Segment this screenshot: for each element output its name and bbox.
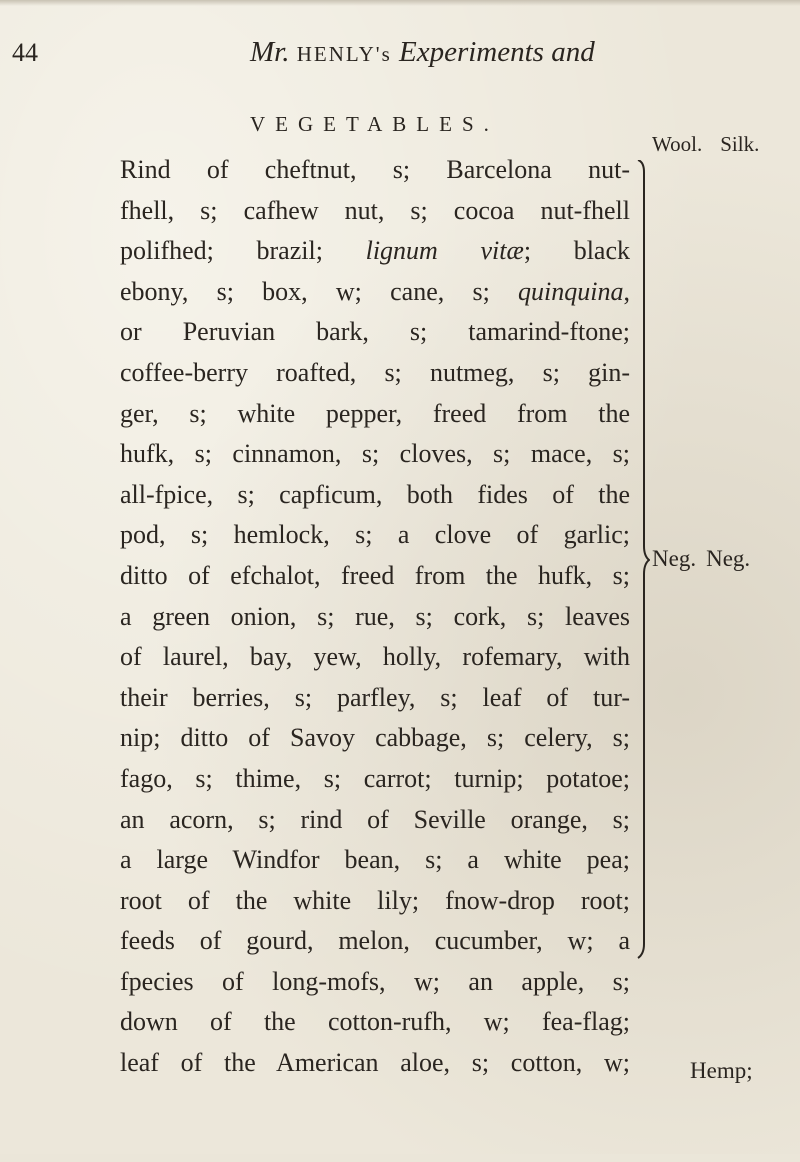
text-line: a green onion, s; rue, s; cork, s; leaves (120, 601, 630, 631)
column-header-silk: Silk. (720, 132, 760, 156)
text-line (120, 231, 630, 272)
result-wool: Neg. (652, 546, 697, 571)
text-line: hufk, s; cinnamon, s; cloves, s; mace, s; (120, 439, 630, 469)
text-line: ger, s; white pepper, freed from the (120, 398, 630, 428)
text-line: a large Windfor bean, s; a white pea; (120, 845, 630, 875)
text-line: down of the cotton-rufh, w; fea-flag; (120, 1007, 630, 1037)
running-head (250, 36, 595, 69)
text-line: ditto of efchalot, freed from the hufk, s; (120, 560, 630, 590)
text-line: fago, s; thime, s; carrot; turnip; potatoe; (120, 763, 630, 793)
italic-term: quinquina (518, 276, 624, 306)
page-number: 44 (12, 38, 38, 67)
text-line (120, 272, 630, 313)
text-line: coffee-berry roafted, s; nutmeg, s; gin- (120, 357, 630, 387)
text-segment: ebony, s; box, w; cane, s; quinquina, (120, 276, 630, 306)
text-line: fhell, s; cafhew nut, s; cocoa nut-fhell (120, 195, 630, 225)
running-head-suffix: Experiments and (399, 36, 595, 68)
text-line: of laurel, bay, yew, holly, rofemary, with (120, 642, 630, 672)
running-head-name: HENLY's (296, 42, 392, 66)
catchword: Hemp; (690, 1058, 753, 1083)
body-text (120, 150, 630, 1084)
text-line: an acorn, s; rind of Seville orange, s; (120, 804, 630, 834)
result-silk: Neg. (706, 546, 751, 571)
text-line: pod, s; hemlock, s; a clove of garlic; (120, 520, 630, 550)
text-line: fpecies of long-mofs, w; an apple, s; (120, 966, 630, 996)
text-segment: polifhed; brazil; lignum vitæ; black (120, 236, 630, 266)
text-line: nip; ditto of Savoy cabbage, s; celery, s; (120, 723, 630, 753)
results (652, 546, 760, 572)
right-brace (636, 160, 650, 1162)
page-edge-shadow (0, 0, 800, 6)
text-line: leaf of the American aloe, s; cotton, w; (120, 1048, 630, 1078)
running-head-prefix: Mr. (250, 36, 290, 68)
text-line: feeds of gourd, melon, cucumber, w; a (120, 926, 630, 956)
text-line: all-fpice, s; capficum, both fides of the (120, 479, 630, 509)
text-line: Rind of cheftnut, s; Barcelona nut- (120, 155, 630, 184)
section-title: VEGETABLES. (250, 112, 499, 136)
text-line: root of the white lily; fnow-drop root; (120, 885, 630, 915)
text-line: their berries, s; parfley, s; leaf of tur- (120, 682, 630, 712)
text-line: or Peruvian bark, s; tamarind-ftone; (120, 317, 630, 347)
italic-term: lignum vitæ (365, 236, 524, 266)
column-headers (652, 132, 777, 157)
column-header-wool: Wool. (652, 132, 703, 156)
